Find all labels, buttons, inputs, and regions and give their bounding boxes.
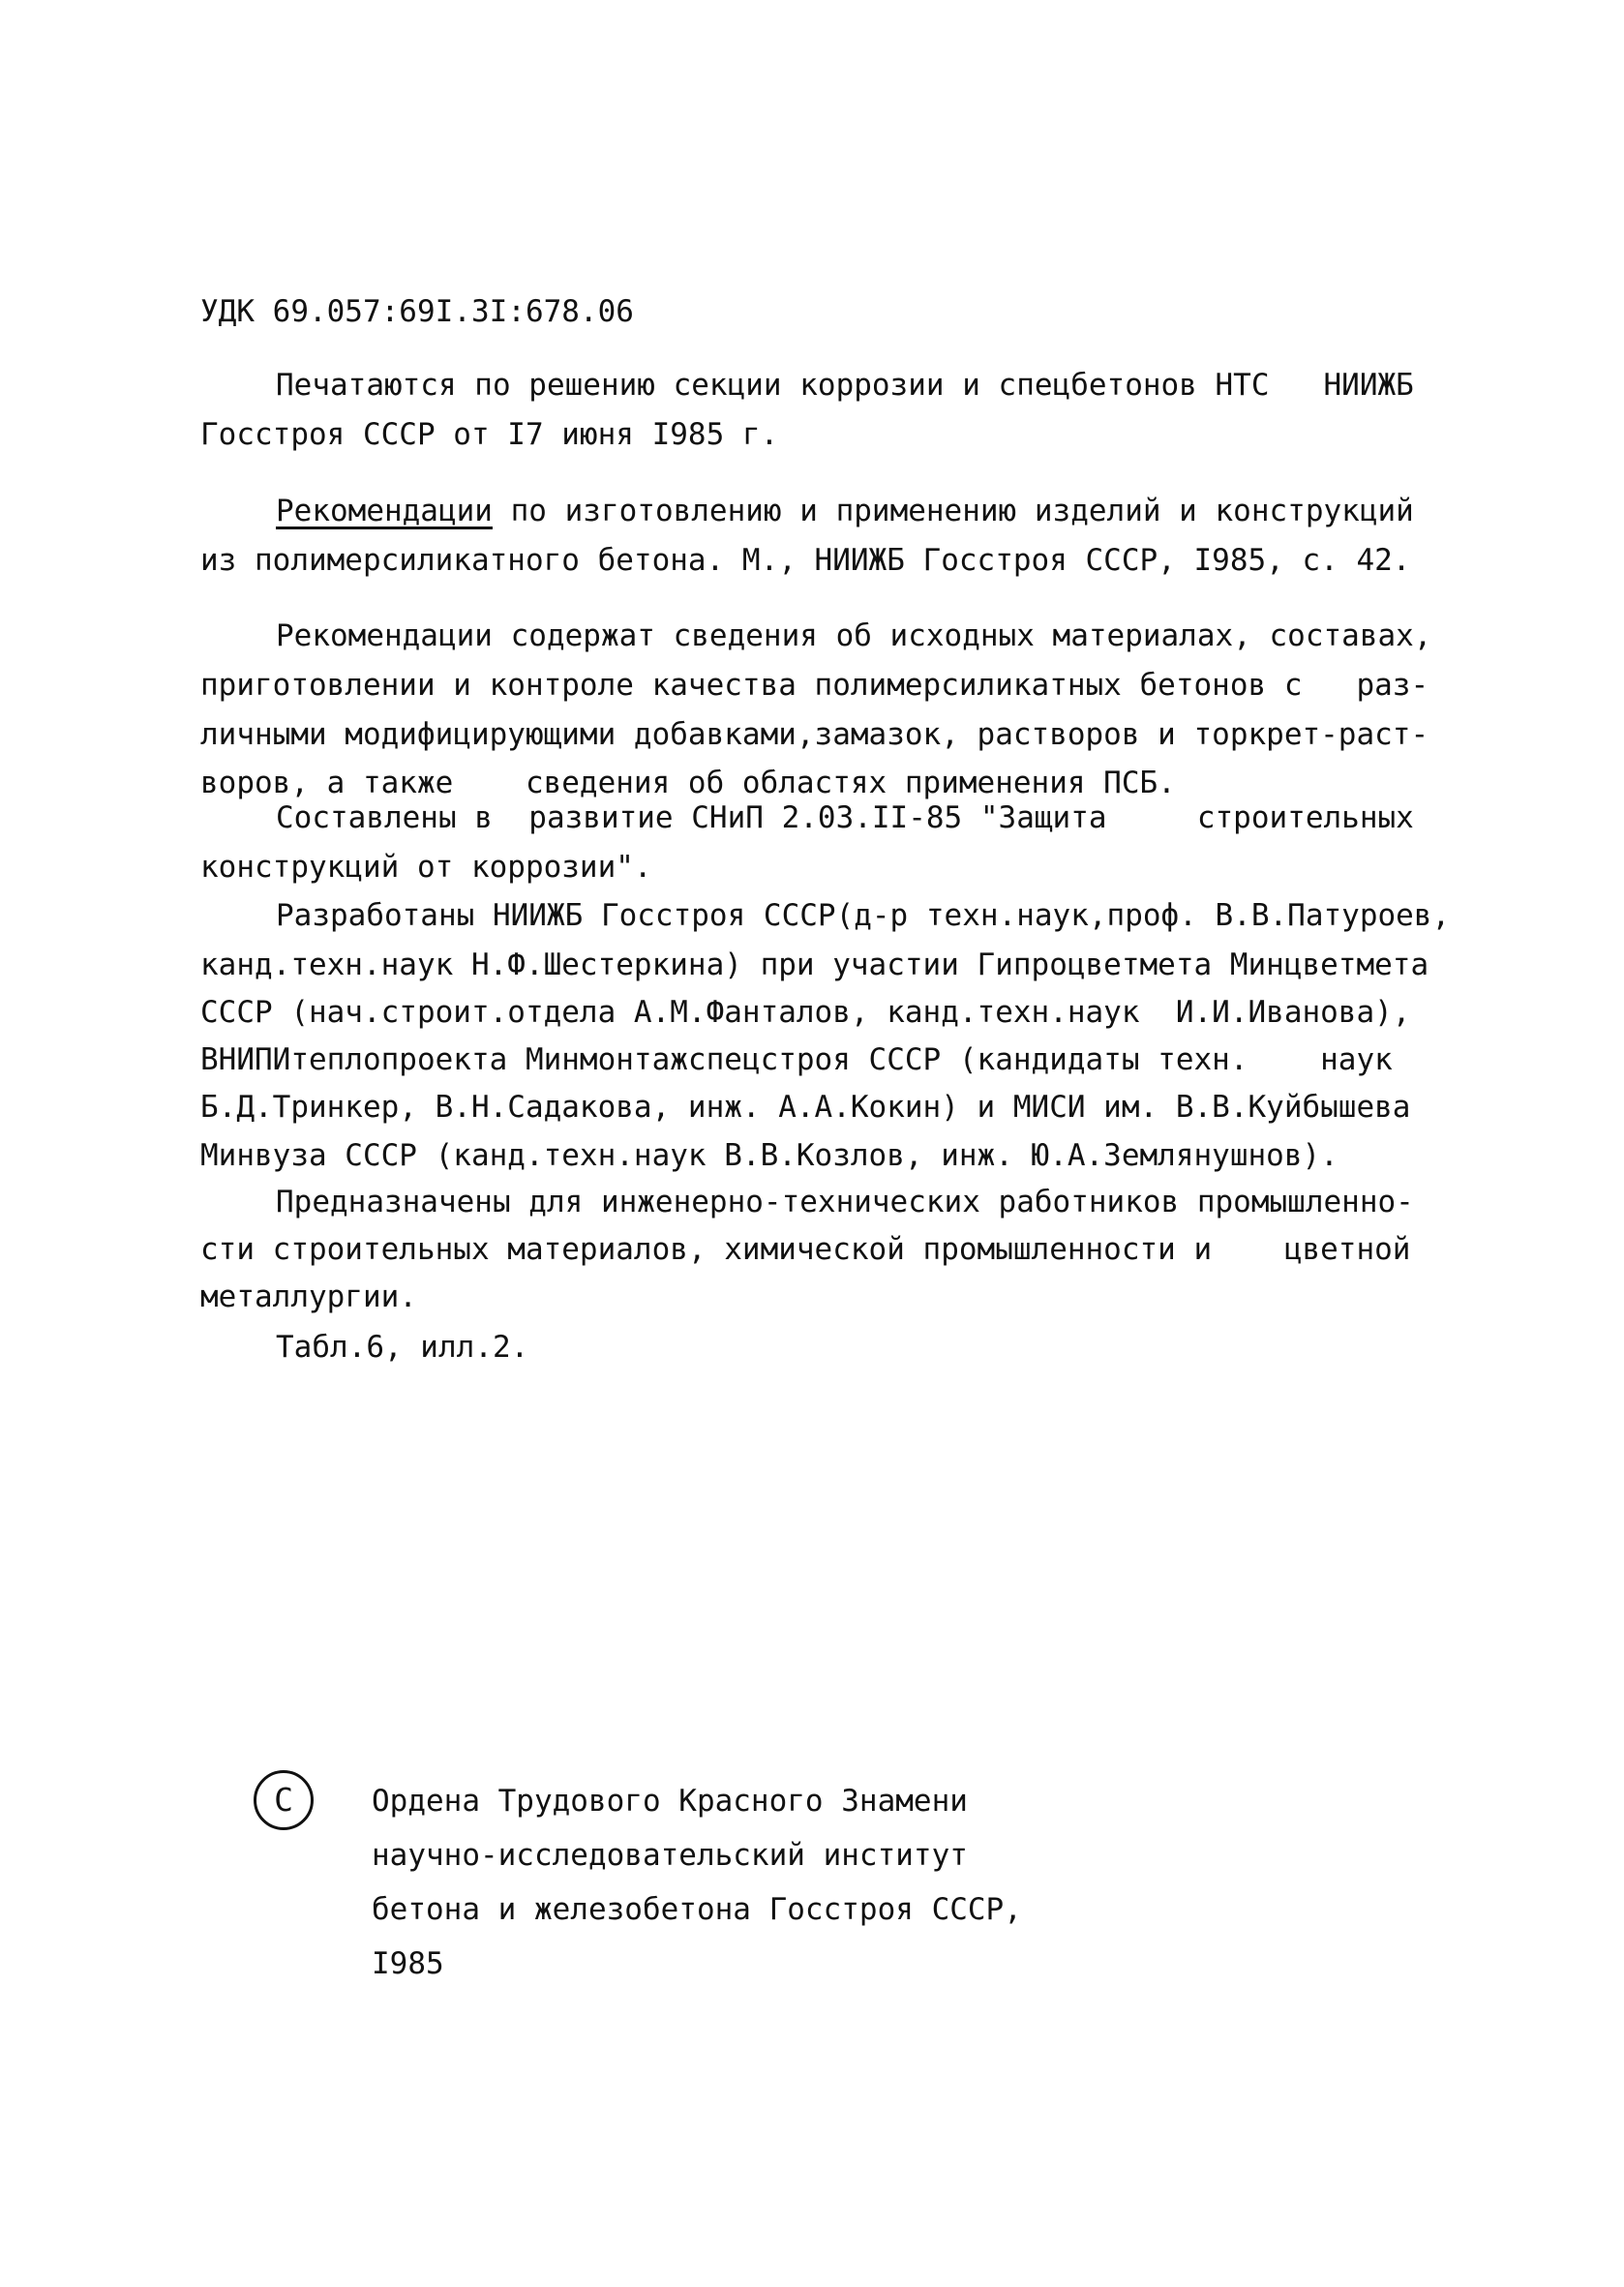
copyright-line-4: I985 [372, 1946, 444, 1981]
reference-line-1 [276, 492, 1414, 530]
abstract-p3-line-3: СССР (нач.строит.отдела А.М.Фанталов, канд.техн.наук И.И.Иванова), [200, 995, 1411, 1030]
abstract-p3-line-2: канд.техн.наук Н.Ф.Шестеркина) при участии Гипроцветмета Минцветмета [200, 948, 1429, 982]
abstract-p3-line-1: Разработаны НИИЖБ Госстроя СССР(д-р техн.наук,проф. В.В.Патуроев, [276, 898, 1451, 933]
reference-line-2: из полимерсиликатного бетона. М., НИИЖБ Госстроя СССР, I985, с. 42. [200, 543, 1411, 578]
reference-line-1-rest: по изготовлению и применению изделий и конструкций [492, 494, 1414, 528]
abstract-p1-line-2: приготовлении и контроле качества полимерсиликатных бетонов с раз- [200, 668, 1429, 703]
abstract-p1-line-4: воров, а также сведения об областях применения ПСБ. [200, 766, 1176, 800]
abstract-p3-line-5: Б.Д.Тринкер, В.Н.Садакова, инж. А.А.Кокин) и МИСИ им. В.В.Куйбышева [200, 1090, 1411, 1125]
decision-line-1: Печатаются по решению секции коррозии и спецбетонов НТС НИИЖБ [276, 368, 1414, 403]
abstract-p4-line-3: металлургии. [200, 1279, 417, 1314]
copyright-line-3: бетона и железобетона Госстроя СССР, [372, 1892, 1022, 1927]
copyright-symbol: С [254, 1770, 314, 1830]
abstract-p2-line-2: конструкций от коррозии". [200, 850, 652, 885]
abstract-p2-line-1: Составлены в развитие СНиП 2.03.II-85 "Защита строительных [276, 800, 1414, 835]
abstract-p3-line-4: ВНИПИтеплопроекта Минмонтажспецстроя СССР (кандидаты техн. наук [200, 1042, 1393, 1077]
abstract-p1-line-1: Рекомендации содержат сведения об исходных материалах, составах, [276, 618, 1432, 653]
decision-line-2: Госстроя СССР от I7 июня I985 г. [200, 417, 779, 452]
abstract-p5-line: Табл.6, илл.2. [276, 1330, 529, 1365]
reference-title: Рекомендации [276, 494, 493, 528]
udk-code: УДК 69.057:69I.3I:678.06 [200, 294, 634, 329]
copyright-line-1: Ордена Трудового Красного Знамени [372, 1784, 968, 1819]
copyright-line-2: научно-исследовательский институт [372, 1838, 968, 1873]
abstract-p1-line-3: личными модифицирующими добавками,замазок, растворов и торкрет-раст- [200, 717, 1429, 752]
abstract-p4-line-1: Предназначены для инженерно-технических работников промышленно- [276, 1185, 1414, 1219]
abstract-p4-line-2: сти строительных материалов, химической промышленности и цветной [200, 1232, 1411, 1267]
abstract-p3-line-6: Минвуза СССР (канд.техн.наук В.В.Козлов, инж. Ю.А.Землянушнов). [200, 1138, 1338, 1173]
